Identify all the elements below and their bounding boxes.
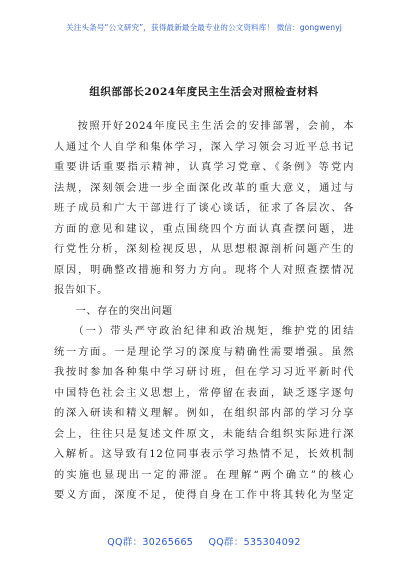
body-line: 方面的意见和建议，重点围绕四个方面认真查摆问题，进 bbox=[54, 223, 354, 235]
document-title: 组织部部长2024年度民主生活会对照检查材料 bbox=[89, 86, 319, 98]
body-line: 重要讲话重要指示精神，认真学习党章、《条例》等党内 bbox=[54, 162, 354, 173]
body-line: （一）带头严守政治纪律和政治规矩，维护党的团结 bbox=[54, 326, 354, 337]
body-line: 法规，深刻领会进一步全面深化改革的重大意义，通过与 bbox=[54, 182, 354, 194]
body-line: 统一方面。一是理论学习的深度与精确性需要增强。虽然 bbox=[54, 346, 354, 358]
body-line: 原因，明确整改措施和努力方向。现将个人对照查摆情况 bbox=[54, 264, 354, 276]
body-line: 报告如下。 bbox=[54, 285, 108, 296]
body-line: 的深入研读和精义理解。例如，在组织部内部的学习分享 bbox=[54, 408, 354, 419]
section-heading: 一、存在的突出问题 bbox=[54, 305, 173, 317]
header-notice: 关注头条号“公文研究”，获得最新最全最专业的公文资料库！ 微信：gongwenyj bbox=[66, 23, 342, 32]
body-line: 按照开好2024年度民主生活会的安排部署，会前，本 bbox=[54, 121, 354, 132]
body-line: 中国特色社会主义思想上，常停留在表面，缺乏逐字逐句 bbox=[54, 387, 354, 399]
body-line: 行党性分析，深刻检视反思，从思想根源剖析问题产生的 bbox=[54, 244, 354, 255]
body-line: 我按时参加各种集中学习研讨班，但在学习习近平新时代 bbox=[54, 367, 354, 378]
footer-contact bbox=[0, 534, 408, 548]
document-body bbox=[54, 117, 354, 507]
body-line: 要义方面，深度不足，使得自身在工作中将其转化为坚定 bbox=[54, 490, 354, 501]
body-line: 入解析。这导致有12位同事表示学习热情不足，长效机制 bbox=[54, 449, 354, 460]
body-line: 人通过个人自学和集体学习，深入学习领会习近平总书记 bbox=[54, 141, 354, 153]
body-line: 的实施也显现出一定的滞涩。在理解“两个确立”的核心 bbox=[54, 469, 354, 481]
footer-qq-group-2: QQ群：535304092 bbox=[208, 537, 301, 548]
footer-qq-group-1: QQ群：30265665 bbox=[107, 537, 194, 548]
body-line: 会上，往往只是复述文件原文，未能结合组织实际进行深 bbox=[54, 428, 354, 440]
body-line: 班子成员和广大干部进行了谈心谈话，征求了各层次、各 bbox=[54, 203, 354, 214]
